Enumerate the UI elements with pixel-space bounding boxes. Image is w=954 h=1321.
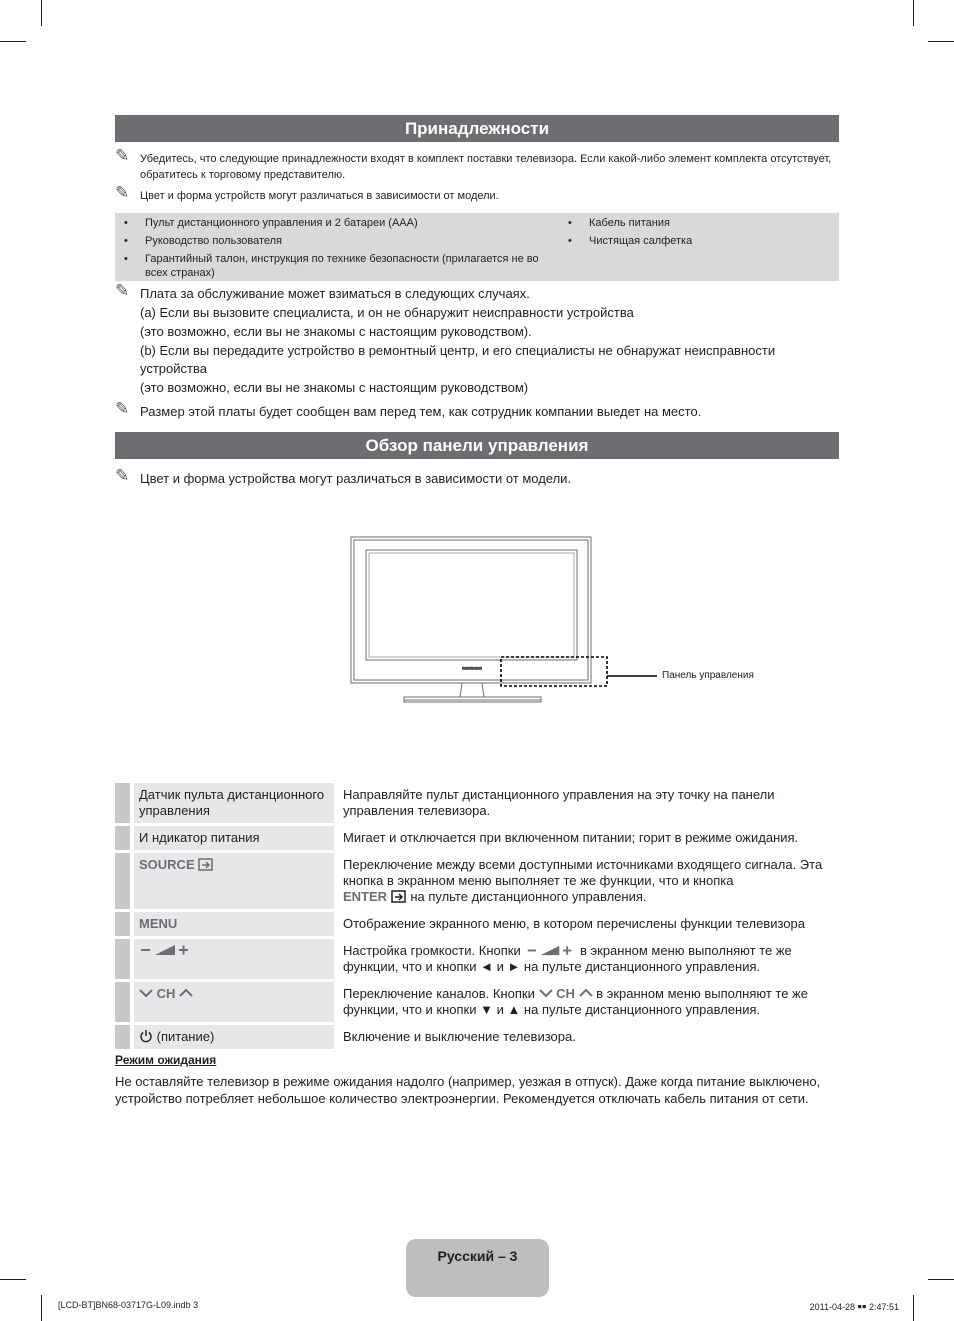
note-pencil-icon: ✎ [115,183,130,202]
volume-icon [524,944,576,957]
callout-label-control-panel: Панель управления [662,670,754,681]
control-description: Настройка громкости. Кнопки в экранном меню выполняют те же функции, что и кнопки ◄ и ► на пульте дистанционного управления. [338,939,839,979]
row-marker [115,783,130,823]
page-number: Русский – 3 [406,1239,549,1297]
crop-mark [913,0,914,26]
crop-mark [0,41,26,42]
note-pencil-icon: ✎ [115,399,130,418]
control-name: MENU [130,912,338,936]
table-row [115,853,839,909]
crop-mark [0,1279,26,1280]
footer-file-name: [LCD-BT]BN68-03717G-L09.indb 3 [58,1300,199,1310]
crop-mark [41,0,42,26]
crop-mark [928,1279,954,1280]
note-panel-model-variance: ✎ Цвет и форма устройства могут различаться в зависимости от модели. [115,466,572,486]
table-row [115,826,839,850]
volume-icon [139,943,191,957]
chevron-down-icon [139,988,153,998]
row-marker [115,853,130,909]
control-description: Переключение каналов. Кнопки CH в экранном меню выполняют те же функции, что и кнопки ▼ и ▲ на пульте дистанционного управления. [338,982,839,1022]
row-marker [115,982,130,1022]
chevron-up-icon [579,988,593,998]
control-description: Мигает и отключается при включенном питании; горит в режиме ожидания. [338,826,839,850]
control-name [130,939,338,979]
row-marker [115,826,130,850]
control-name: CH [130,982,338,1022]
control-description: Направляйте пульт дистанционного управления на эту точку на панели управления телевизора. [338,783,839,823]
crop-mark [913,1295,914,1321]
control-description: Включение и выключение телевизора. [338,1025,839,1049]
tv-drawing [340,530,780,710]
crop-mark [41,1295,42,1321]
list-item: • Кабель питания [559,216,829,230]
tv-brand-logo: SAMSUNG [461,665,483,670]
crop-mark [928,41,954,42]
list-item: • Пульт дистанционного управления и 2 батареи (AAA) [115,216,555,230]
list-item: • Чистящая салфетка [559,234,829,248]
enter-icon [391,890,407,903]
note-service-fee: ✎ Плата за обслуживание может взиматься в следующих случаях. (a) Если вы вызовите специалиста, и он не обнаружит неисправности устройства (это возможно, если вы не знакомы с настоящим руководством). (b) Если вы передадите устройство в ремонтный центр, и его специалисты не обнаружат неисправности устройства (это возможно, если вы не знакомы с настоящим руководством) [115,281,776,395]
row-marker [115,912,130,936]
control-description: Отображение экранного меню, в котором перечислены функции телевизора [338,912,839,936]
note-contents: ✎ Убедитесь, что следующие принадлежности входят в комплект поставки телевизора. Если какой-либо элемент комплекта отсутствует, обратитесь к торговому представителю. [115,146,832,181]
note-model-variance: ✎ Цвет и форма устройств могут различаться в зависимости от модели. [115,183,499,202]
control-description: Переключение между всеми доступными источниками входящего сигнала. Эта кнопка в экранном меню выполняет те же функции, что и кнопка ENTER на пульте дистанционного управления. [338,853,839,909]
standby-text: Не оставляйте телевизор в режиме ожидания надолго (например, уезжая в отпуск). Даже когда питание выключено, устройство потребляет небольшое количество электроэнергии. Рекомендуется отключать кабель питания от сети. [115,1074,821,1106]
chevron-up-icon [179,988,193,998]
note-fee-size: ✎ Размер этой платы будет сообщен вам перед тем, как сотрудник компании выедет на место. [115,399,702,419]
tv-illustration [340,530,780,710]
note-pencil-icon: ✎ [115,466,130,485]
table-row [115,783,839,823]
table-row [115,939,839,979]
control-name: (питание) [130,1025,338,1049]
list-item: • Гарантийный талон, инструкция по технике безопасности (прилагается не во всех странах) [115,252,555,280]
list-item: • Руководство пользователя [115,234,555,248]
note-pencil-icon: ✎ [115,281,130,300]
row-marker [115,1025,130,1049]
note-pencil-icon: ✎ [115,146,130,165]
row-marker [115,939,130,979]
control-name: И ндикатор питания [130,826,338,850]
standby-heading: Режим ожидания [115,1053,217,1067]
control-name: Датчик пульта дистанционного управления [130,783,338,823]
table-row [115,912,839,936]
control-panel-table [115,780,839,1052]
table-row [115,1025,839,1049]
power-icon [139,1029,153,1043]
section-title-accessories: Принадлежности [115,115,839,142]
section-title-control-panel: Обзор панели управления [115,432,839,459]
footer-timestamp: 2011-04-28 ￭￭ 2:47:51 [809,1302,899,1312]
control-name: SOURCE [130,853,338,909]
source-icon [198,858,214,871]
table-row [115,982,839,1022]
accessories-list [115,213,839,281]
chevron-down-icon [539,988,553,998]
